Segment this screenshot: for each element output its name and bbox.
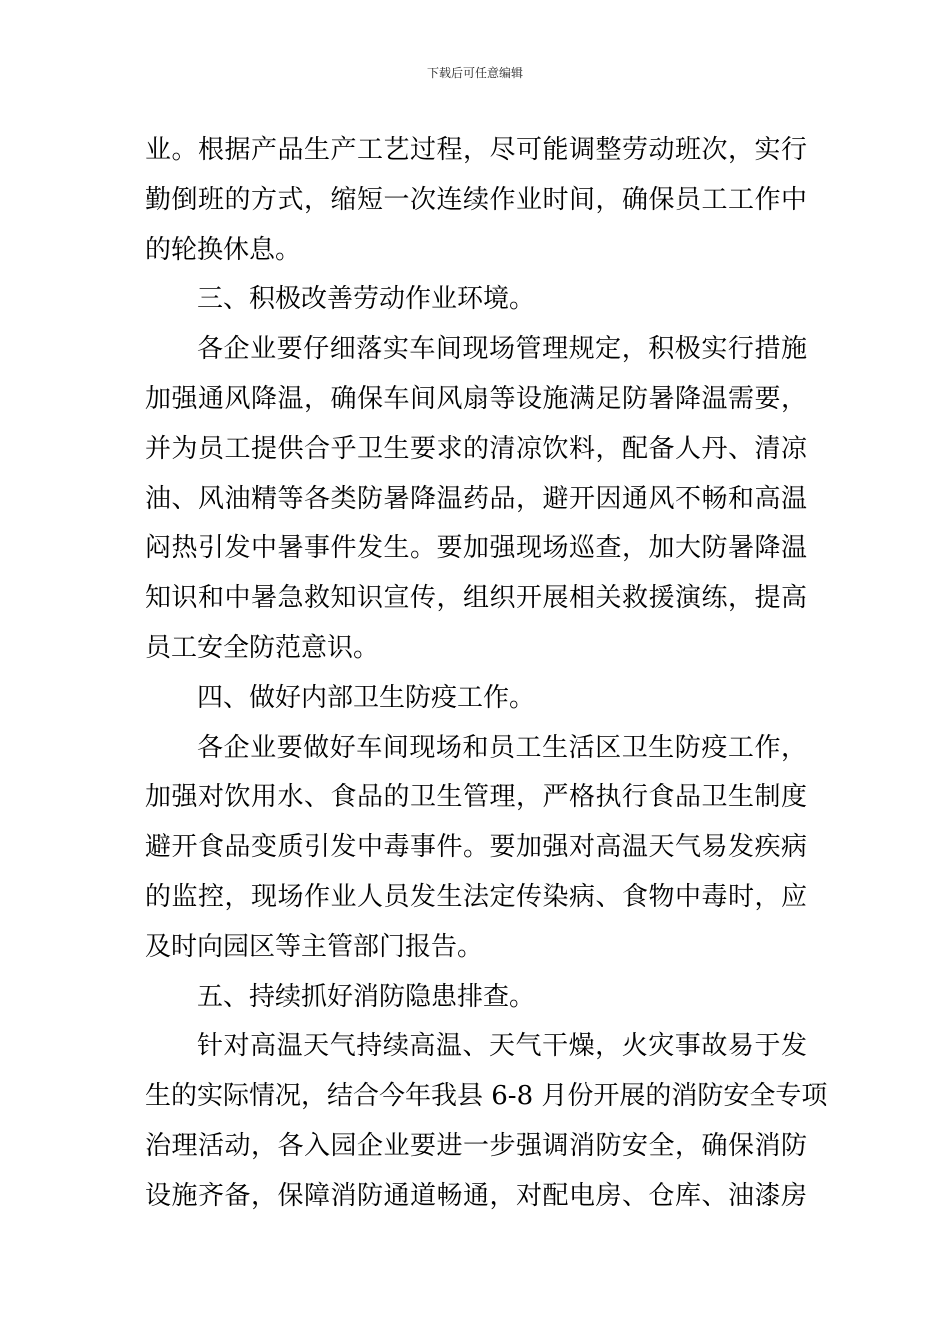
text-line: 避开食品变质引发中毒事件。要加强对高温天气易发疾病 — [145, 832, 807, 863]
text-line: 知识和中暑急救知识宣传，组织开展相关救援演练，提高 — [145, 583, 807, 614]
text-line: 的监控，现场作业人员发生法定传染病、食物中毒时，应 — [145, 881, 807, 912]
document-body — [145, 126, 828, 1222]
text-line: 生的实际情况，结合今年我县 6-8 月份开展的消防安全专项 — [145, 1081, 828, 1112]
text-line: 加强通风降温，确保车间风扇等设施满足防暑降温需要， — [145, 383, 807, 414]
text-line: 业。根据产品生产工艺过程，尽可能调整劳动班次，实行 — [145, 135, 807, 165]
page-header: 下载后可任意编辑 — [426, 66, 523, 80]
text-line: 油、风油精等各类防暑降温药品，避开因通风不畅和高温 — [145, 483, 807, 514]
text-line: 勤倒班的方式，缩短一次连续作业时间，确保员工工作中 — [145, 184, 807, 215]
text-line: 各企业要做好车间现场和员工生活区卫生防疫工作， — [197, 732, 807, 763]
text-line: 五、持续抓好消防隐患排查。 — [197, 981, 536, 1012]
text-line: 闷热引发中暑事件发生。要加强现场巡查，加大防暑降温 — [145, 533, 807, 564]
text-line: 的轮换休息。 — [145, 234, 302, 265]
text-line: 及时向园区等主管部门报告。 — [145, 931, 484, 962]
text-line: 三、积极改善劳动作业环境。 — [197, 284, 536, 315]
text-line: 治理活动，各入园企业要进一步强调消防安全，确保消防 — [145, 1130, 807, 1161]
text-line: 并为员工提供合乎卫生要求的清凉饮料，配备人丹、清凉 — [145, 433, 807, 464]
text-line: 员工安全防范意识。 — [145, 632, 380, 663]
text-line: 四、做好内部卫生防疫工作。 — [197, 682, 536, 713]
text-line: 设施齐备，保障消防通道畅通，对配电房、仓库、油漆房 — [145, 1180, 807, 1211]
text-line: 各企业要仔细落实车间现场管理规定，积极实行措施 — [197, 334, 807, 365]
text-line: 加强对饮用水、食品的卫生管理，严格执行食品卫生制度 — [145, 782, 807, 813]
text-line: 针对高温天气持续高温、天气干燥，火灾事故易于发 — [197, 1031, 807, 1062]
